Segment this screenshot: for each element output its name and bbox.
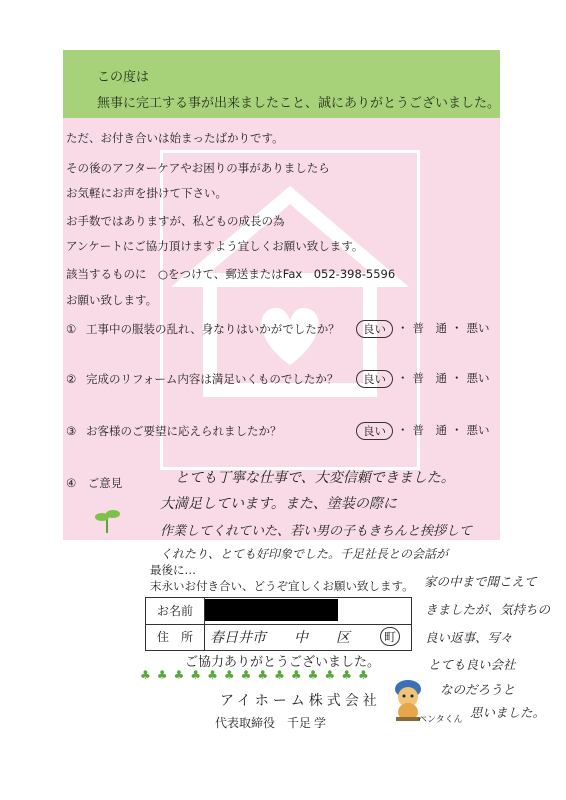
- clover-icon: ♣: [290, 668, 302, 682]
- option-separator: ・: [451, 423, 463, 437]
- option-separator: ・: [397, 321, 409, 335]
- address-row: [146, 624, 411, 650]
- clover-icon: ♣: [257, 668, 269, 682]
- option-average[interactable]: 普 通: [412, 321, 447, 335]
- option-average[interactable]: 普 通: [412, 371, 447, 385]
- handwritten-opinion-line: 家の中まで聞こえて: [424, 574, 537, 589]
- clover-icon: ♣: [357, 668, 369, 682]
- handwritten-opinion-line: 良い返事、写々: [425, 630, 513, 645]
- representative-name: 代表取締役 千足 学: [215, 716, 327, 730]
- mascot-name: ペンタくん: [418, 715, 463, 725]
- question-row-1: [66, 320, 496, 338]
- closing-label: 最後に…: [150, 563, 196, 577]
- intro-line: ただ、お付き合いは始まったばかりです。: [66, 131, 284, 145]
- thanks-text: ご協力ありがとうございました。: [185, 655, 381, 670]
- question-text: 完成のリフォーム内容は満足いくものでしたか？: [86, 372, 339, 386]
- option-separator: ・: [451, 321, 463, 335]
- intro-line: お気軽にお声を掛けて下さい。: [66, 186, 227, 200]
- option-bad[interactable]: 悪い: [466, 321, 490, 335]
- intro-line: アンケートにご協力頂けますよう宜しくお願い致します。: [66, 239, 364, 253]
- clover-icon: ♣: [274, 668, 285, 682]
- handwritten-opinion-line: 作業してくれていた、若い男の子もきちんと挨拶して: [160, 524, 473, 539]
- address-suffix-circled: 町: [380, 627, 400, 646]
- option-good-circled[interactable]: 良い: [356, 320, 393, 338]
- intro-line: お手数ではありますが、私どもの成長の為: [66, 214, 285, 228]
- clover-divider: [140, 668, 425, 682]
- handwritten-opinion-line: とても丁寧な仕事で、大変信頼できました。: [175, 470, 455, 486]
- clover-icon: ♣: [156, 668, 168, 682]
- intro-line: 該当するものに ○をつけて、郵送またはFax 052-398-5596: [66, 267, 396, 281]
- clover-icon: ♣: [140, 668, 151, 682]
- option-separator: ・: [451, 371, 463, 385]
- name-label: お名前: [146, 598, 205, 624]
- clover-icon: ♣: [307, 668, 319, 682]
- redacted-name-block: [205, 599, 338, 621]
- question-row-2: [66, 370, 496, 388]
- opinion-label: ④ ご意見: [66, 476, 123, 490]
- header-line-1: この度は: [97, 70, 150, 85]
- question-number: ②: [66, 372, 77, 386]
- company-name: アイホーム株式会社: [220, 694, 381, 709]
- clover-icon: ♣: [207, 668, 218, 682]
- clover-icon: ♣: [173, 668, 185, 682]
- intro-line: お願い致します。: [66, 293, 158, 307]
- header-line-2: 無事に完工する事が出来ましたこと、誠にありがとうございました。: [97, 96, 501, 111]
- option-good-circled[interactable]: 良い: [356, 422, 393, 440]
- closing-text: 末永いお付き合い、どうぞ宜しくお願い致します。: [150, 579, 414, 593]
- question-number: ①: [66, 322, 77, 336]
- option-separator: ・: [397, 423, 409, 437]
- handwritten-opinion-line: くれたり、とても好印象でした。千足社長との会話が: [160, 547, 449, 561]
- clover-icon: ♣: [240, 668, 252, 682]
- question-number: ③: [66, 424, 77, 438]
- clover-icon: ♣: [324, 668, 336, 682]
- clover-icon: ♣: [190, 668, 202, 682]
- clover-icon: ♣: [341, 668, 352, 682]
- question-text: お客様のご要望に応えられましたか？: [86, 424, 282, 438]
- handwritten-opinion-line: 大満足しています。また、塗装の際に: [160, 496, 397, 512]
- handwritten-opinion-line: きましたが、気持ちの: [425, 602, 551, 617]
- address-handwriting: 春日井市 中 区: [210, 630, 350, 646]
- handwritten-opinion-line: とても良い会社: [428, 657, 516, 672]
- option-good-circled[interactable]: 良い: [356, 370, 393, 388]
- option-separator: ・: [397, 371, 409, 385]
- sprout-icon: [92, 505, 122, 535]
- question-row-3: [66, 422, 496, 440]
- option-bad[interactable]: 悪い: [466, 371, 490, 385]
- option-average[interactable]: 普 通: [412, 423, 447, 437]
- clover-icon: ♣: [223, 668, 235, 682]
- intro-line: その後のアフターケアやお困りの事がありましたら: [66, 161, 330, 175]
- handwritten-opinion-line: なのだろうと: [440, 682, 516, 697]
- option-bad[interactable]: 悪い: [466, 423, 490, 437]
- address-label: 住 所: [146, 624, 205, 650]
- question-text: 工事中の服装の乱れ、身なりはいかがでしたか？: [86, 322, 340, 336]
- handwritten-opinion-line: 思いました。: [470, 705, 546, 720]
